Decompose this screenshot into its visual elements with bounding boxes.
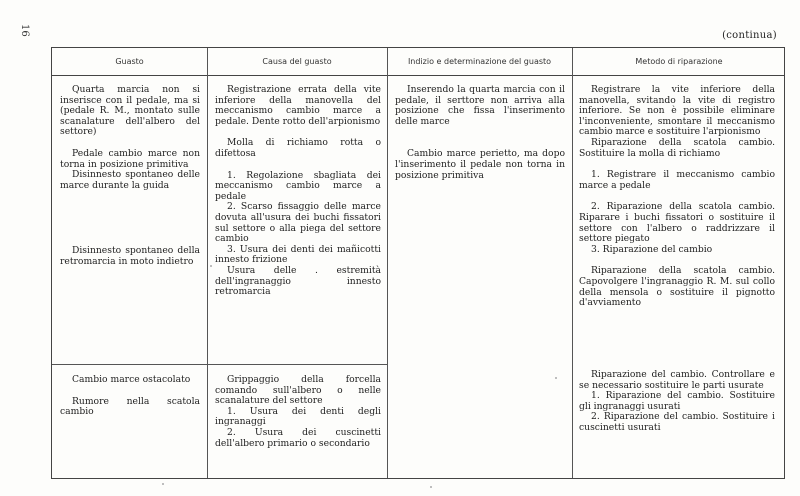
metodo-item: 3. Riparazione del cambio <box>591 243 713 255</box>
causa-item: 1. Usura dei denti degli ingranaggi <box>215 405 381 428</box>
metodo-item: 2. Riparazione della scatola cambio. Riparare i buchi fissatori o sostituire il settore con l'albero o raddrizzare il settore piegato <box>579 201 775 245</box>
header-causa: Causa del guasto <box>262 57 332 66</box>
indizio-column <box>395 85 565 181</box>
metodo-item: Riparazione della scatola cambio. Capovolgere l'ingranaggio R. M. sul collo della mensola o sostituire il pignotto d'avviamento <box>579 265 775 309</box>
causa-column-group1 <box>215 85 381 298</box>
guasto-item: Disinnesto spontaneo della retromarcia in moto indietro <box>60 245 200 267</box>
causa-item: Molla di richiamo rotta o difettosa <box>215 137 381 159</box>
guasto-item: Cambio marce ostacolato <box>72 374 191 385</box>
speck <box>430 486 432 488</box>
header-guasto: Guasto <box>115 57 144 66</box>
row-divider <box>52 364 207 365</box>
causa-item: Usura delle . estremità dell'ingranaggio innesto retromarcia <box>215 264 381 298</box>
header-indizio: Indizio e determinazione del guasto <box>407 57 552 66</box>
guasto-item: Pedale cambio marce non torna in posizione primitiva <box>60 147 200 170</box>
column-divider <box>207 48 208 478</box>
metodo-item: 1. Riparazione del cambio. Sostituire gli ingranaggi usurati <box>579 390 775 412</box>
speck <box>210 265 212 267</box>
speck <box>555 377 557 379</box>
causa-item: 3. Usura dei denti dei mañicotti innesto frizione <box>215 243 381 266</box>
indizio-item: Inserendo la quarta marcia con il pedale, il serttore non arriva alla posizione che fissa l'inserimento delle marce <box>395 84 565 127</box>
metodo-item: 2. Riparazione del cambio. Sostituire i cuscinetti usurati <box>579 411 775 433</box>
table-header <box>52 48 784 76</box>
guasto-item: Rumore nella scatola cambio <box>60 395 200 418</box>
guasto-item: Quarta marcia non si inserisce con il pedale, ma si (pedale R. M., montato sulle scanalature dell'albero del settore) <box>60 84 200 138</box>
indizio-item: Cambio marce perietto, ma dopo l'inserimento il pedale non torna in posizione primitiva <box>395 148 565 181</box>
metodo-column-group2 <box>579 370 775 434</box>
column-divider <box>572 48 573 478</box>
metodo-column-group1 <box>579 85 775 309</box>
page-number: 16 <box>19 24 30 37</box>
speck <box>162 483 164 485</box>
causa-item: 1. Regolazione sbagliata dei meccanismo cambio marce a pedale <box>215 169 381 202</box>
row-divider <box>207 364 387 365</box>
causa-item: Grippaggio della forcella comando sull'albero o nelle scanalature del settore <box>215 374 381 407</box>
metodo-item: 1. Registrare il meccanismo cambio marce a pedale <box>579 169 775 191</box>
metodo-item: Riparazione del cambio. Controllare e se necessario sostituire le parti usurate <box>579 369 775 391</box>
continued-label: (continua) <box>722 30 777 41</box>
guasto-column-group2 <box>60 375 200 418</box>
causa-item: Registrazione errata della vite inferiore della manovella del meccanismo cambio marce a pedale. Dente rotto dell'arpionismo <box>215 84 381 127</box>
column-divider <box>387 48 388 478</box>
causa-column-group2 <box>215 375 381 449</box>
causa-item: 2. Usura dei cuscinetti dell'albero primario o secondario <box>215 426 381 449</box>
header-metodo: Metodo di riparazione <box>635 57 723 66</box>
metodo-item: Registrare la vite inferiore della manovella, svitando la vite di registro inferiore. Se non è possibile eliminare l'inconveniente, smontare il meccanismo cambio marce e sostituire l'arpionismo <box>579 84 775 138</box>
causa-item: 2. Scarso fissaggio delle marce dovuta all'usura dei buchi fissatori sul settore o alla piega del settore cambio <box>215 201 381 245</box>
guasto-column-group1 <box>60 85 200 268</box>
metodo-item: Riparazione della scatola cambio. Sostituire la molla di richiamo <box>579 136 775 159</box>
troubleshooting-table <box>51 47 785 479</box>
guasto-item: Disinnesto spontaneo delle marce durante la guida <box>60 169 200 191</box>
